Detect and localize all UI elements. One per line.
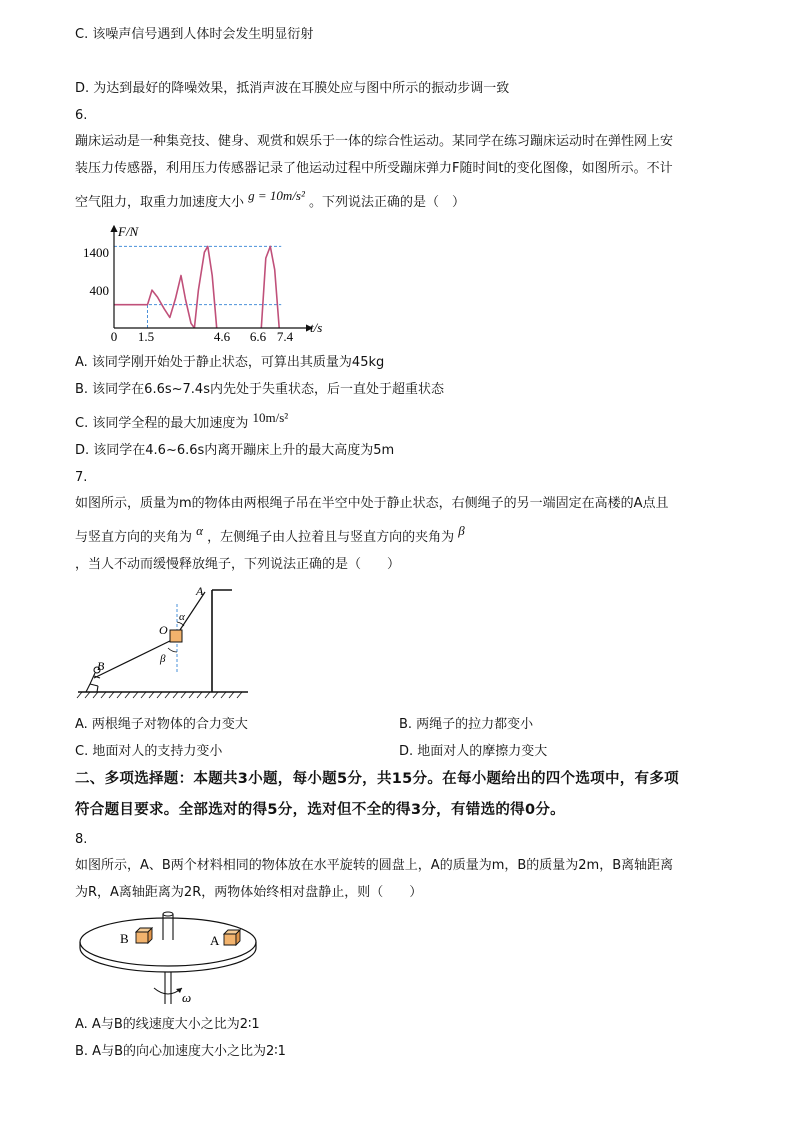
turntable-figure (76, 910, 262, 1010)
chart-y-label: F/N (118, 224, 139, 239)
hanging-block (170, 630, 182, 642)
label-beta: β (160, 653, 166, 665)
label-alpha: α (179, 611, 185, 623)
q7-beta-symbol: β (458, 523, 465, 538)
q6-option-d: D. 该同学在4.6~6.6s内离开蹦床上升的最大高度为5m (75, 443, 395, 458)
label-b: B (120, 931, 129, 946)
label-a: A (196, 584, 204, 598)
rope-building-figure (76, 582, 250, 700)
beta-arc (168, 648, 177, 652)
q6-number: 6. (75, 108, 88, 123)
q6-stem-line1: 蹦床运动是一种集竞技、健身、观赏和娱乐于一体的综合性运动。某同学在练习蹦床运动时在弹性网上安 (75, 134, 674, 149)
q6-g-formula: g = 10m/s² (248, 188, 305, 203)
chart-x-label: t/s (310, 320, 323, 335)
section2-heading-line1: 二、多项选择题：本题共3小题，每小题5分，共15分。在每小题给出的四个选项中，有多项 (75, 771, 679, 787)
q6-option-a: A. 该同学刚开始处于静止状态，可算出其质量为45kg (75, 355, 385, 370)
q7-stem-line3: ，当人不动而缓慢释放绳子，下列说法正确的是（ ） (75, 557, 401, 572)
q7-stem-line1: 如图所示，质量为m的物体由两根绳子吊在半空中处于静止状态，右侧绳子的另一端固定在高楼的A点且 (75, 496, 669, 511)
chart-x-tick-6.6: 6.6 (249, 329, 267, 342)
q7-alpha-symbol: α (196, 523, 203, 538)
q6-stem-text-b: 。下列说法正确的是（ ） (309, 195, 466, 210)
q6-option-c-text: C. 该同学全程的最大加速度为 (75, 416, 249, 431)
label-a: A (210, 933, 220, 948)
disk-edge (80, 942, 256, 972)
chart-y-tick-1400: 1400 (83, 245, 109, 260)
q7-option-b: B. 两绳子的拉力都变小 (399, 717, 534, 732)
force-time-chart (74, 216, 334, 342)
q6-option-c-value: 10m/s² (252, 410, 289, 425)
q8-number: 8. (75, 832, 88, 847)
q8-stem-line2: 为R，A离轴距离为2R，两物体始终相对盘静止，则（ ） (75, 885, 423, 900)
q7-stem-text-a: 与竖直方向的夹角为 (75, 530, 193, 545)
q7-number: 7. (75, 470, 88, 485)
shaft-top (163, 912, 173, 916)
q7-stem-text-b: ，左侧绳子由人拉着且与竖直方向的夹角为 (207, 530, 455, 545)
q8-stem-line1: 如图所示，A、B两个材料相同的物体放在水平旋转的圆盘上，A的质量为m，B的质量为2m，B离轴距离 (75, 858, 674, 873)
q8-option-b: B. A与B的向心加速度大小之比为2∶1 (75, 1044, 286, 1059)
chart-x-tick-7.4: 7.4 (276, 329, 294, 342)
block-b (136, 928, 152, 943)
chart-series-segment-0-0 (114, 276, 194, 329)
section2-heading-line2: 符合题目要求。全部选对的得5分，选对但不全的得3分，有错选的得0分。 (75, 802, 565, 818)
q7-option-a: A. 两根绳子对物体的合力变大 (75, 717, 248, 732)
chart-series-segment-0-1 (194, 246, 216, 328)
label-b: B (97, 659, 105, 673)
q6-option-b: B. 该同学在6.6s~7.4s内先处于失重状态，后一直处于超重状态 (75, 382, 444, 397)
chart-x-tick-1.5: 1.5 (137, 329, 155, 342)
q5-option-d: D. 为达到最好的降噪效果，抵消声波在耳膜处应与图中所示的振动步调一致 (75, 81, 510, 96)
q7-option-d: D. 地面对人的摩擦力变大 (399, 744, 548, 759)
label-o: O (159, 623, 168, 637)
chart-y-tick-400: 400 (89, 283, 109, 298)
q6-stem-line2: 装压力传感器，利用压力传感器记录了他运动过程中所受蹦床弹力F随时间t的变化图像，如图所示。不计 (75, 161, 673, 176)
label-omega: ω (182, 990, 192, 1005)
q5-option-c: C. 该噪声信号遇到人体时会发生明显衍射 (75, 27, 314, 42)
chart-x-tick-0: 0 (110, 329, 118, 342)
q7-stem-line2 (75, 523, 465, 547)
q6-stem-line3 (75, 188, 466, 212)
chart-series-segment-0-2 (261, 246, 279, 328)
chart-x-tick-4.6: 4.6 (213, 329, 231, 342)
block-a (224, 930, 240, 945)
q8-option-a: A. A与B的线速度大小之比为2∶1 (75, 1017, 260, 1032)
q6-stem-text-a: 空气阻力，取重力加速度大小 (75, 195, 245, 210)
q6-option-c (75, 410, 289, 433)
ground-hatch (77, 692, 242, 698)
q7-option-c: C. 地面对人的支持力变小 (75, 744, 223, 759)
